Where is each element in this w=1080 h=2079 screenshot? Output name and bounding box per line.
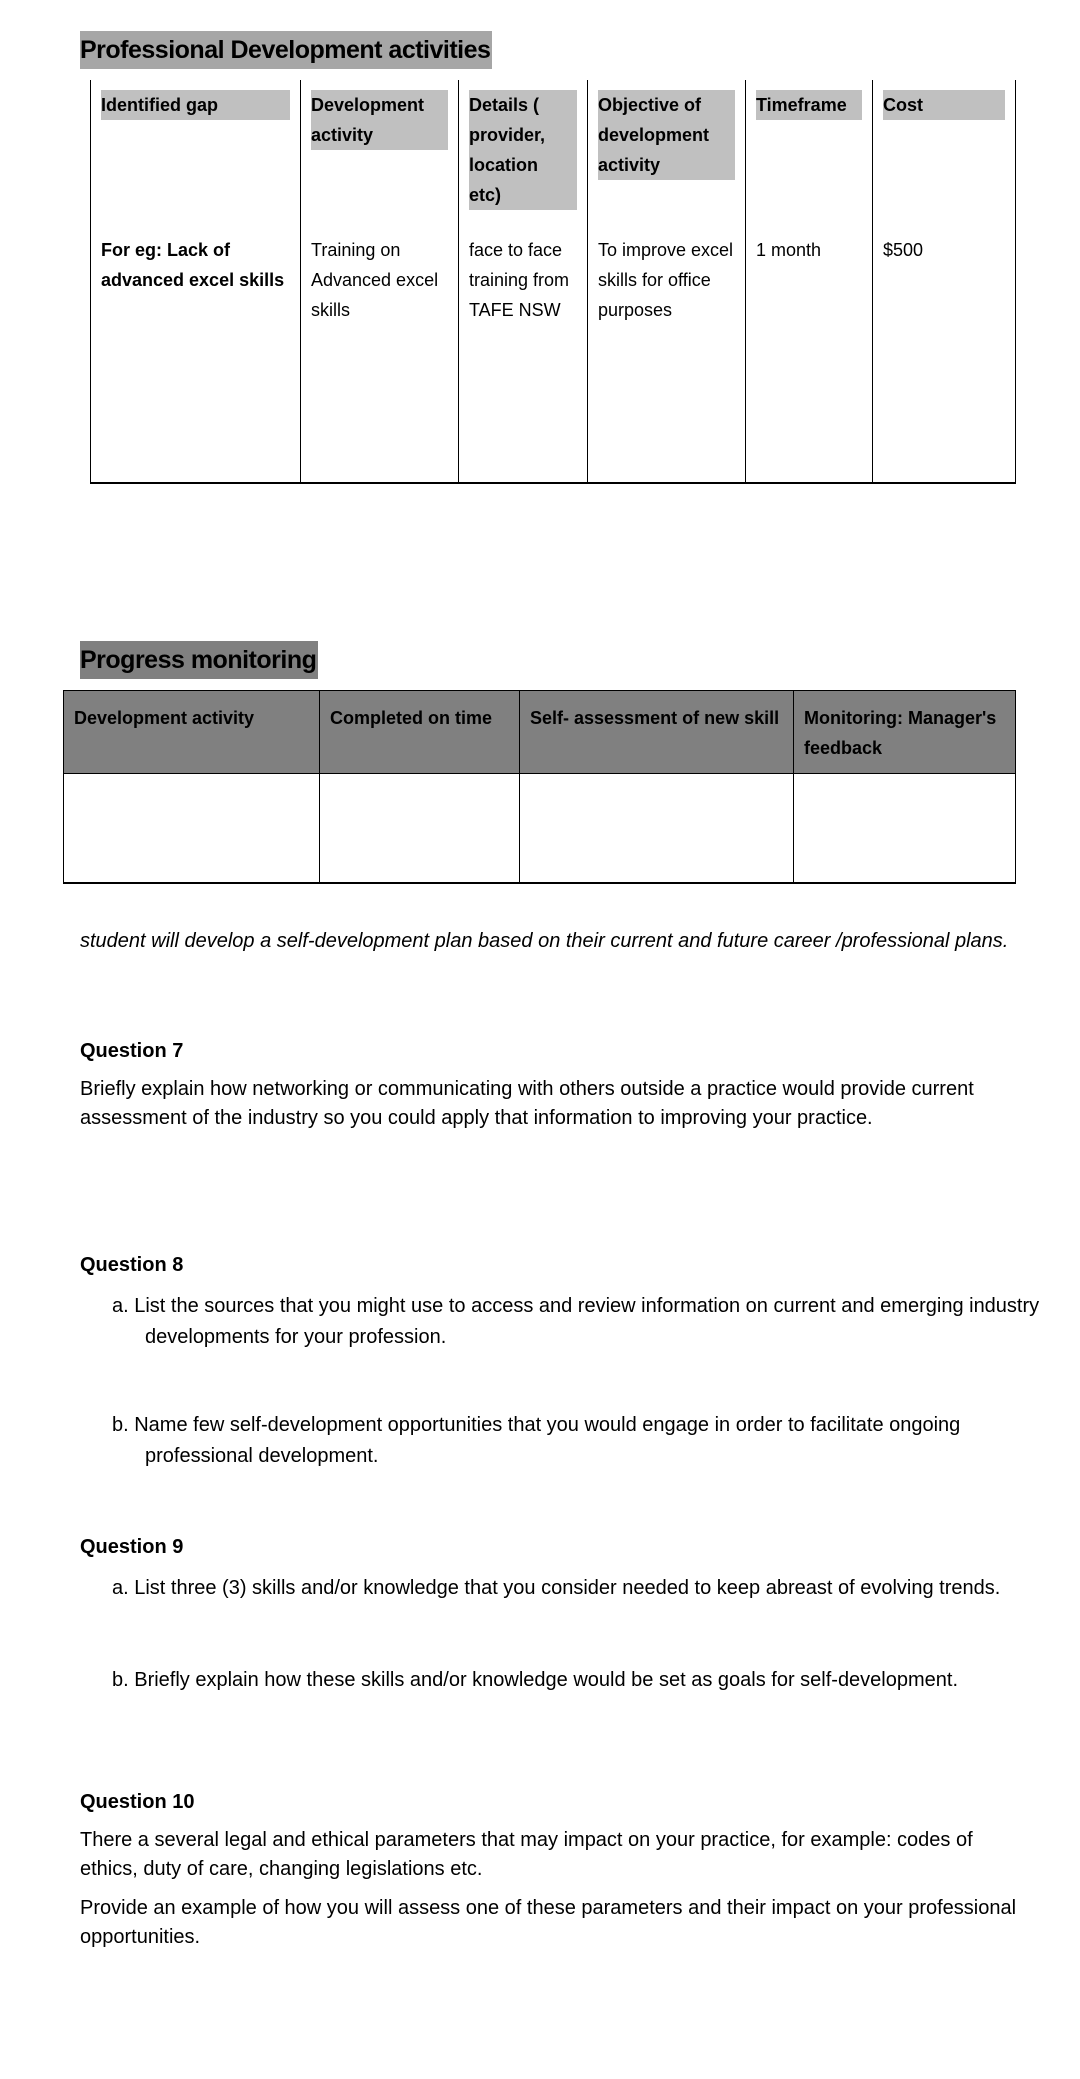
header-development-activity: Development activity (64, 691, 320, 774)
table-header-row (91, 80, 1016, 225)
empty-cell[interactable] (873, 422, 1016, 483)
table-row (91, 225, 1016, 368)
table-header-row (64, 691, 1016, 774)
intro-text: student will develop a self-development plan based on their current and future career /professional plans. (80, 930, 1009, 952)
header-cell (459, 80, 588, 225)
empty-cell[interactable] (64, 774, 320, 883)
progress-section-title: Progress monitoring (80, 641, 318, 679)
question-9-title: Question 9 (80, 1536, 184, 1558)
header-completed-on-time: Completed on time (320, 691, 520, 774)
cell-details[interactable]: face to face training from TAFE NSW (459, 225, 588, 368)
question-8-title: Question 8 (80, 1254, 184, 1276)
question-10-title: Question 10 (80, 1791, 195, 1813)
empty-cell[interactable] (873, 368, 1016, 422)
empty-cell[interactable] (588, 368, 746, 422)
table-row (64, 774, 1016, 883)
cell-activity[interactable]: Training on Advanced excel skills (301, 225, 459, 368)
empty-cell[interactable] (520, 774, 794, 883)
header-cost: Cost (883, 90, 1005, 120)
header-cell (301, 80, 459, 225)
pd-section-title: Professional Development activities (80, 31, 492, 69)
header-objective: Objective of development activity (598, 90, 735, 180)
empty-cell[interactable] (794, 774, 1016, 883)
table-row (91, 368, 1016, 422)
header-manager-feedback: Monitoring: Manager's feedback (794, 691, 1016, 774)
question-9a: a. List three (3) skills and/or knowledge that you consider needed to keep abreast of evolving trends. (112, 1577, 1001, 1599)
header-cell (91, 80, 301, 225)
header-cell (873, 80, 1016, 225)
question-8a: a. List the sources that you might use to access and review information on current and emerging industry developments for your profession. (112, 1295, 1040, 1348)
empty-cell[interactable] (301, 422, 459, 483)
question-7-text: Briefly explain how networking or communicating with others outside a practice would provide current assessment of the industry so you could apply that information to improving your practice. (80, 1078, 974, 1129)
empty-cell[interactable] (91, 422, 301, 483)
question-10-paragraph-1: There a several legal and ethical parameters that may impact on your practice, for example: codes of ethics, duty of care, changing legislations etc. (80, 1829, 973, 1880)
cell-timeframe[interactable]: 1 month (746, 225, 873, 368)
header-identified-gap: Identified gap (101, 90, 290, 120)
empty-cell[interactable] (91, 368, 301, 422)
progress-monitoring-table (63, 690, 1016, 884)
cell-cost[interactable]: $500 (873, 225, 1016, 368)
question-10-paragraph-2: Provide an example of how you will assess one of these parameters and their impact on your professional opportunities. (80, 1897, 1017, 1948)
cell-gap[interactable]: For eg: Lack of advanced excel skills (91, 225, 301, 368)
header-timeframe: Timeframe (756, 90, 862, 120)
question-7-title: Question 7 (80, 1040, 184, 1062)
cell-objective[interactable]: To improve excel skills for office purposes (588, 225, 746, 368)
header-self-assessment: Self- assessment of new skill (520, 691, 794, 774)
header-details: Details ( provider, location etc) (469, 90, 577, 210)
empty-cell[interactable] (459, 368, 588, 422)
question-8b: b. Name few self-development opportunities that you would engage in order to facilitate ongoing professional development. (112, 1414, 961, 1467)
empty-cell[interactable] (320, 774, 520, 883)
header-cell (746, 80, 873, 225)
header-development-activity: Development activity (311, 90, 448, 150)
pd-activities-table (90, 80, 1016, 484)
empty-cell[interactable] (588, 422, 746, 483)
header-cell (588, 80, 746, 225)
empty-cell[interactable] (459, 422, 588, 483)
question-9b: b. Briefly explain how these skills and/or knowledge would be set as goals for self-development. (112, 1669, 959, 1691)
empty-cell[interactable] (301, 368, 459, 422)
empty-cell[interactable] (746, 368, 873, 422)
empty-cell[interactable] (746, 422, 873, 483)
table-row (91, 422, 1016, 483)
